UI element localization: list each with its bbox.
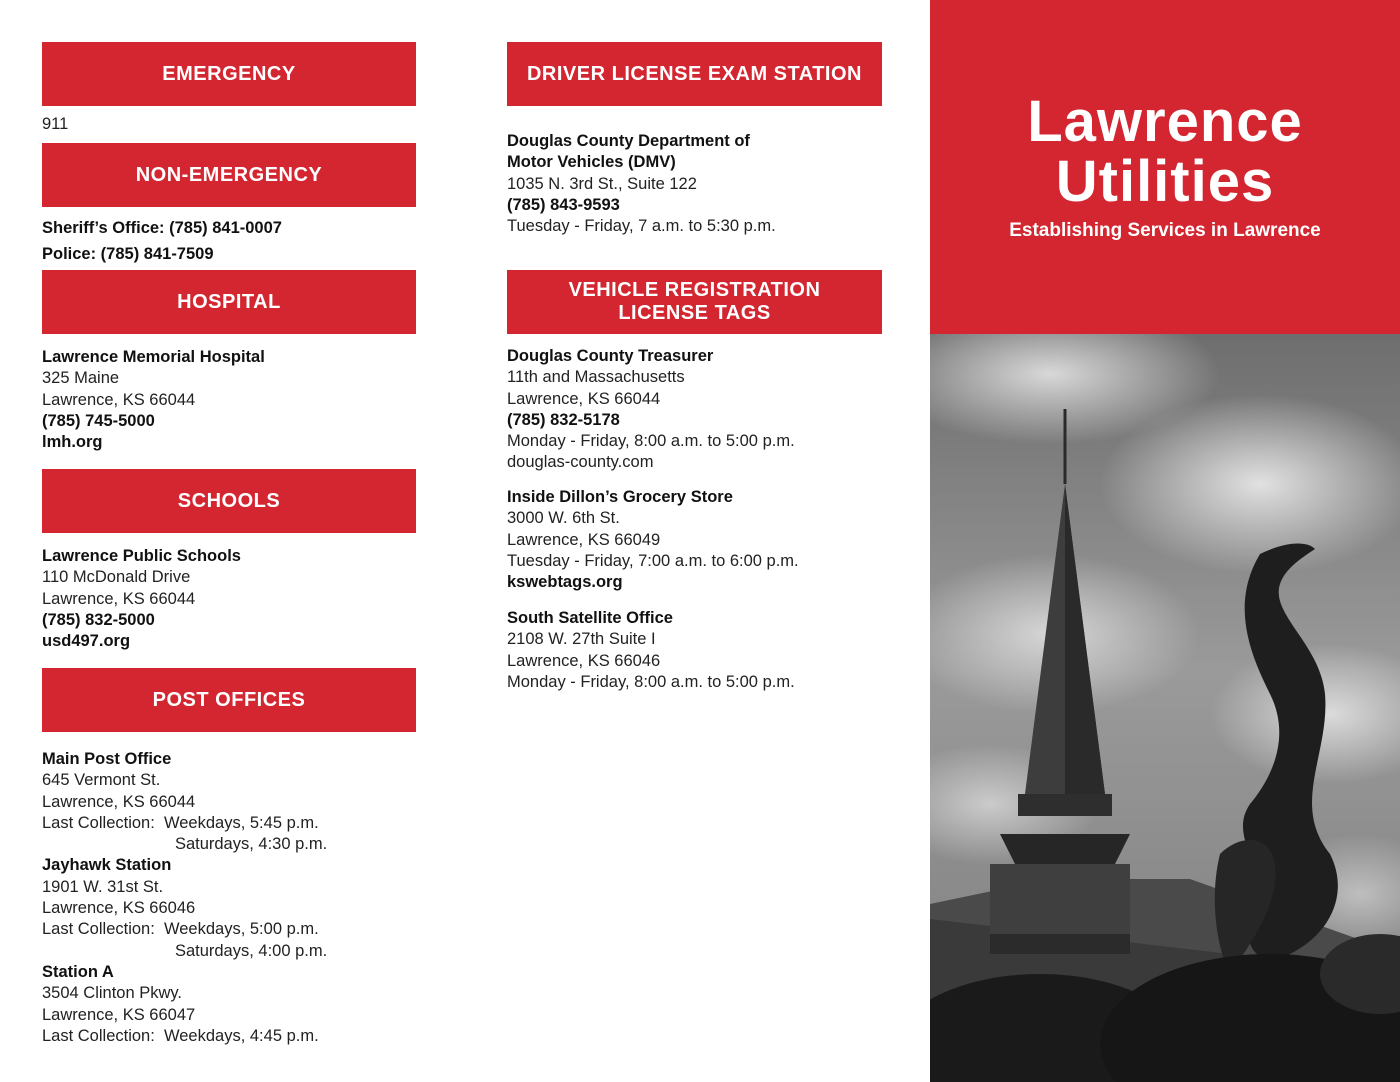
dmv-hours: Tuesday - Friday, 7 a.m. to 5:30 p.m.: [507, 217, 776, 236]
treasurer-website: douglas-county.com: [507, 453, 654, 472]
treasurer-phone: (785) 832-5178: [507, 410, 620, 429]
non-emergency-info: [42, 215, 282, 267]
dmv-phone: (785) 843-9593: [507, 195, 620, 214]
south-satellite-name: South Satellite Office: [507, 609, 673, 627]
dillons-info: [507, 487, 799, 593]
hospital-info: [42, 347, 265, 453]
post-office-street: 1901 W. 31st St.: [42, 877, 164, 896]
hospital-phone: (785) 745-5000: [42, 411, 155, 430]
schools-info: [42, 546, 241, 652]
schools-heading: SCHOOLS: [42, 469, 416, 533]
south-satellite-hours: Monday - Friday, 8:00 a.m. to 5:00 p.m.: [507, 672, 795, 691]
post-office-street: 645 Vermont St.: [42, 771, 161, 790]
south-satellite-street: 2108 W. 27th Suite I: [507, 630, 656, 649]
cover-title-line2: Utilities: [1055, 149, 1275, 214]
south-satellite-info: [507, 608, 795, 693]
dillons-name: Inside Dillon’s Grocery Store: [507, 488, 733, 506]
schools-website: usd497.org: [42, 632, 131, 651]
treasurer-street: 11th and Massachusetts: [507, 368, 685, 387]
post-office-city: Lawrence, KS 66044: [42, 792, 196, 811]
emergency-number: 911: [42, 115, 69, 133]
post-office-name: Station A: [42, 962, 114, 981]
hospital-website: lmh.org: [42, 433, 103, 452]
post-office-collection: Last Collection: Weekdays, 4:45 p.m.: [42, 1026, 319, 1045]
police-phone: Police: (785) 841-7509: [42, 245, 214, 263]
south-satellite-city: Lawrence, KS 66046: [507, 651, 661, 670]
dmv-name: Douglas County Department of: [507, 132, 750, 150]
hospital-city: Lawrence, KS 66044: [42, 390, 196, 409]
treasurer-city: Lawrence, KS 66044: [507, 389, 661, 408]
treasurer-info: [507, 346, 795, 474]
schools-city: Lawrence, KS 66044: [42, 589, 196, 608]
dillons-city: Lawrence, KS 66049: [507, 530, 661, 549]
cover-title-band: [930, 0, 1400, 334]
sheriff-phone: Sheriff’s Office: (785) 841-0007: [42, 219, 282, 237]
post-office-name: Main Post Office: [42, 750, 172, 768]
cover-title: [930, 89, 1400, 214]
driver-license-info: [507, 131, 776, 237]
hospital-name: Lawrence Memorial Hospital: [42, 348, 265, 366]
dillons-hours: Tuesday - Friday, 7:00 a.m. to 6:00 p.m.: [507, 551, 799, 570]
cover-title-line1: Lawrence: [1027, 89, 1303, 154]
post-office-city: Lawrence, KS 66047: [42, 1005, 196, 1024]
schools-phone: (785) 832-5000: [42, 610, 155, 629]
post-offices-heading: POST OFFICES: [42, 668, 416, 732]
dmv-name: Motor Vehicles (DMV): [507, 153, 676, 172]
post-office-collection: Last Collection: Weekdays, 5:45 p.m.: [42, 813, 319, 832]
post-office-collection: Saturdays, 4:00 p.m.: [42, 941, 328, 960]
schools-street: 110 McDonald Drive: [42, 568, 191, 587]
dillons-website: kswebtags.org: [507, 573, 623, 592]
post-office-name: Jayhawk Station: [42, 856, 172, 875]
driver-license-heading: DRIVER LICENSE EXAM STATION: [507, 42, 882, 106]
hospital-street: 325 Maine: [42, 369, 120, 388]
hospital-heading: HOSPITAL: [42, 270, 416, 334]
treasurer-name: Douglas County Treasurer: [507, 347, 714, 365]
post-office-collection: Last Collection: Weekdays, 5:00 p.m.: [42, 920, 319, 939]
non-emergency-heading: NON-EMERGENCY: [42, 143, 416, 207]
emergency-info: [42, 114, 68, 135]
cover-subtitle: Establishing Services in Lawrence: [1009, 220, 1321, 241]
dmv-street: 1035 N. 3rd St., Suite 122: [507, 174, 697, 193]
post-office-street: 3504 Clinton Pkwy.: [42, 984, 183, 1003]
emergency-heading: EMERGENCY: [42, 42, 416, 106]
post-office-city: Lawrence, KS 66046: [42, 899, 196, 918]
post-offices-info: [42, 749, 327, 1047]
treasurer-hours: Monday - Friday, 8:00 a.m. to 5:00 p.m.: [507, 432, 795, 451]
vehicle-registration-heading: VEHICLE REGISTRATION LICENSE TAGS: [507, 270, 882, 334]
schools-name: Lawrence Public Schools: [42, 547, 241, 565]
post-office-collection: Saturdays, 4:30 p.m.: [42, 835, 328, 854]
cover-photo: [930, 334, 1400, 1082]
dillons-street: 3000 W. 6th St.: [507, 509, 620, 528]
